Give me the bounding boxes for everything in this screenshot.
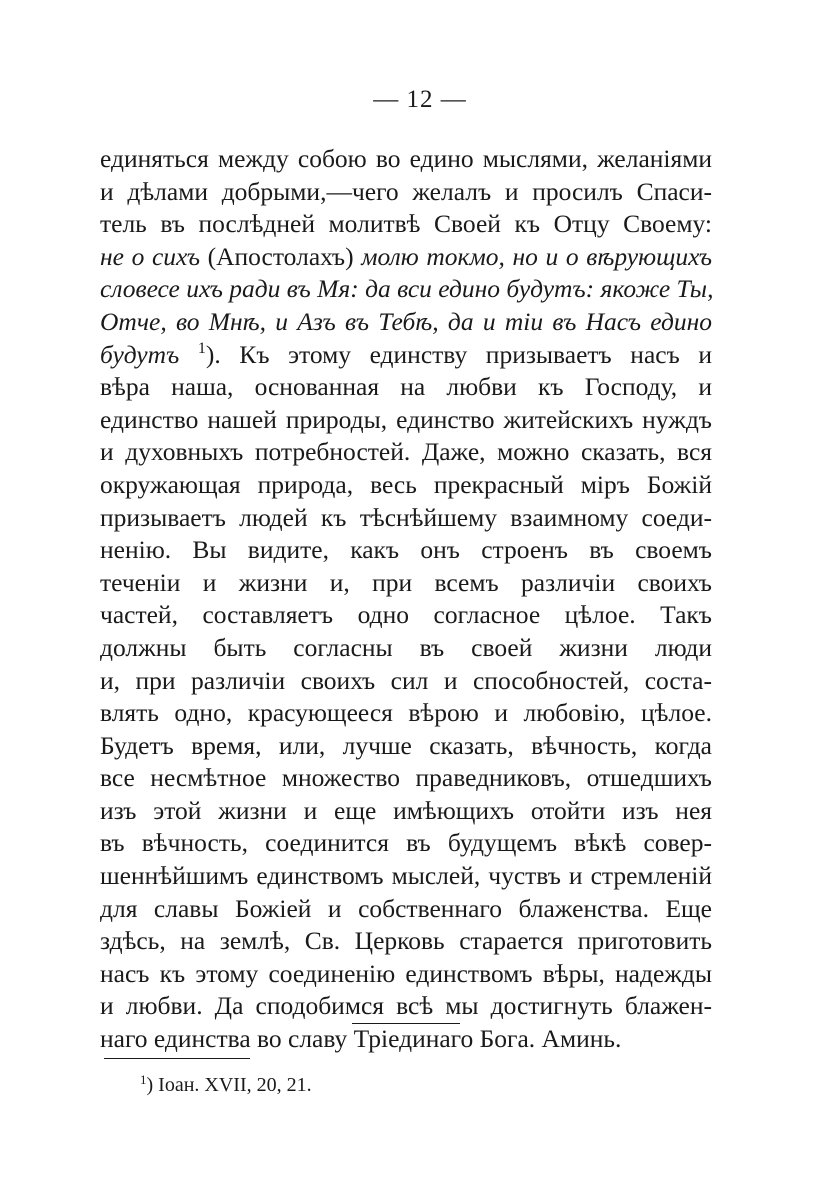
section-end-rule [352,1023,460,1024]
footnote-reference: 1 [197,339,206,357]
text-line-21: изъ этой жизни и еще имѣющихъ отойти изъ нея [100,795,712,825]
footnote-number: 1 [140,1072,147,1087]
text-fragment: ). Къ этому единству призываетъ насъ и [205,339,712,369]
text-line-26: насъ къ этому соединенію единствомъ вѣры, надежды [100,958,712,988]
text-line-19: Будетъ время, или, лучше сказать, вѣчность, когда [100,730,712,760]
scripture-quote: молю токмо, но и о вѣрующихъ [361,241,712,271]
text-fragment: (Апостолахъ) [199,241,362,271]
text-line-27: и любви. Да сподобимся всѣ мы достигнуть блажен- [100,991,712,1021]
text-line-3: тель въ послѣдней молитвѣ Своей къ Отцу Своему: [100,209,712,239]
footnote-text: ) Іоан. XVII, 20, 21. [146,1074,312,1096]
text-line-18: влять одно, красующееся вѣрою и любовію, цѣлое. [100,698,712,728]
text-line-9: единство нашей природы, единство житейскихъ нуждъ [100,404,712,434]
text-line-5: словесе ихъ ради въ Мя: да вси едино будутъ: якоже Ты, [100,274,714,304]
sermon-text [100,143,712,1056]
text-line-17: и, при различіи своихъ сил и способностей, соста- [100,665,712,695]
text-line-15: частей, составляетъ одно согласное цѣлое. Такъ [100,600,712,630]
text-line-6: Отче, во Мнѣ, и Азъ въ Тебѣ, да и тіи въ Насъ едино [100,306,712,336]
text-line-10: и духовныхъ потребностей. Даже, можно сказать, вся [100,437,712,467]
text-line-23: шеннѣйшимъ единствомъ мыслей, чуствъ и стремленій [100,861,712,891]
footnote-separator [104,1058,250,1059]
text-line-22: въ вѣчность, соединится въ будущемъ вѣкѣ совер- [100,828,712,858]
text-line-20: все несмѣтное множество праведниковъ, отшедшихъ [100,763,712,793]
text-line-14: теченіи и жизни и, при всемъ различіи своихъ [100,567,712,597]
text-line-1: единяться между собою во едино мыслями, желаніями [100,144,712,173]
text-line-13: ненію. Вы видите, какъ онъ строенъ въ своемъ [100,535,712,565]
text-line-8: вѣра наша, основанная на любви къ Господу, и [100,372,712,402]
text-line-16: должны быть согласны въ своей жизни люди [100,632,712,662]
text-line-25: здѣсь, на землѣ, Св. Церковь старается приготовить [100,926,712,956]
text-line-4 [100,241,712,274]
scripture-quote: будутъ [100,339,180,369]
text-line-24: для славы Божіей и собственнаго блаженства. Еще [100,893,712,923]
text-line-7 [100,339,712,372]
text-line-28: наго единства во славу Тріединаго Бога. Аминь. [100,1024,622,1054]
page-number: — 12 — [373,86,467,113]
text-line-11: окружающая природа, весь прекрасный міръ Божій [100,469,712,499]
text-line-12: призываетъ людей къ тѣснѣйшему взаимному соеди- [100,502,712,532]
scripture-quote: не о сихъ [100,241,200,271]
text-line-2: и дѣлами добрыми,—чего желалъ и просилъ Спаси- [100,176,712,206]
footnote [140,1074,312,1097]
